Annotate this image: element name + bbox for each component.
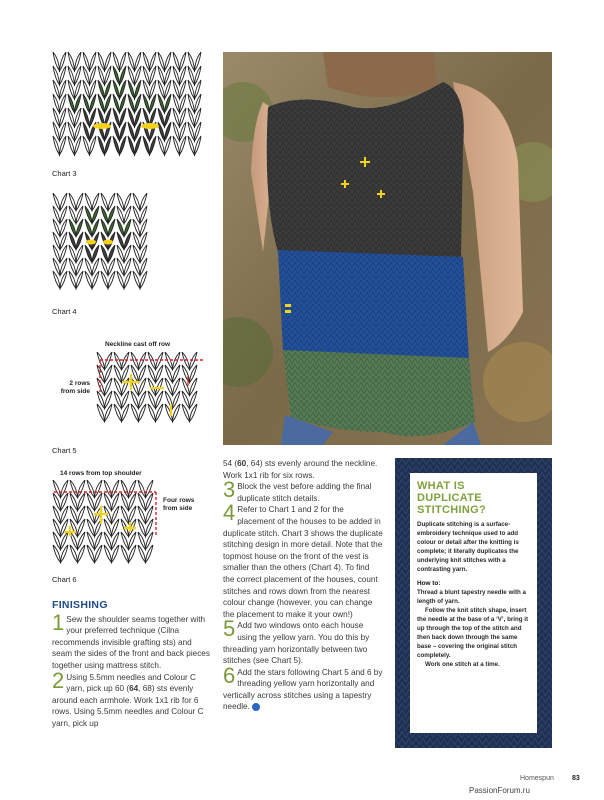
window-mark bbox=[103, 240, 113, 245]
step-2-bold-size: 64 bbox=[129, 684, 139, 694]
vest-photo-illustration bbox=[223, 52, 552, 445]
chart-6-label: Chart 6 bbox=[52, 575, 77, 584]
vest-photo bbox=[223, 52, 552, 445]
step-4 bbox=[223, 500, 383, 620]
chart-5 bbox=[96, 352, 206, 432]
chart-6-top-note: 14 rows from top shoulder bbox=[60, 470, 142, 477]
step-6 bbox=[223, 662, 383, 713]
sidebar-howto-title: How to: bbox=[417, 580, 441, 587]
window-mark bbox=[141, 123, 159, 129]
step-5-number: 5 bbox=[223, 616, 236, 642]
chart-5-top-note: Neckline cast off row bbox=[105, 341, 171, 348]
step-3-text: Block the vest before adding the final duplicate stitch details. bbox=[237, 482, 372, 503]
step-2-text-b: , 68) sts evenly around each armhole. Work 1x1 rib for 6 rows. Using 5.5mm needles and Colour C yarn, pick up bbox=[52, 684, 204, 728]
step-3-number: 3 bbox=[223, 477, 236, 503]
chart-6 bbox=[52, 480, 164, 568]
footer-magazine: Homespun bbox=[520, 775, 554, 782]
step-1 bbox=[52, 609, 212, 672]
sidebar-intro: Duplicate stitching is a surface-embroidery technique used to add colour or detail after the knitting is complete; it literally duplicates the underlying knit stitches with a contrasting yarn. bbox=[417, 521, 519, 573]
step-3 bbox=[223, 477, 383, 504]
step-2-number: 2 bbox=[52, 667, 65, 693]
sidebar-howto-1: Thread a blunt tapestry needle with a length of yarn. bbox=[417, 589, 526, 605]
finishing-column bbox=[52, 600, 212, 730]
step-6-text: Add the stars following Chart 5 and 6 by threading yellow yarn horizontally and vertically across stitches using a tapestry needle. bbox=[223, 667, 383, 712]
chart-6-grid bbox=[52, 480, 164, 568]
chart-3-label: Chart 3 bbox=[52, 169, 77, 178]
step-2-text-a: Using 5.5mm needles and Colour C yarn, pick up 60 ( bbox=[66, 672, 196, 694]
step-4-text: Refer to Chart 1 and 2 for the placement of the houses to be added in duplicate stitch. Chart 3 shows the duplicate stitching design in more detail. Note that the topmost house on the front of the vest is smaller than the others (Chart 4). To find the correct placement of the houses, count stitches and rows down from the nearest colour change (however, you can change the placement to make it your own!) bbox=[223, 505, 383, 619]
window-mark bbox=[86, 240, 96, 245]
step-1-text: Sew the shoulder seams together with your preferred technique (Cilna recommends invisible grafting sts) and seam the sides of the front and back pieces together using mattress stitch. bbox=[52, 614, 210, 670]
chart-5-label: Chart 5 bbox=[52, 446, 77, 455]
sidebar-content bbox=[410, 473, 537, 733]
step-2 bbox=[52, 667, 212, 730]
chart-3-grid bbox=[52, 52, 202, 164]
sidebar-title: WHAT IS DUPLICATE STITCHING? bbox=[417, 480, 486, 516]
step-4-number: 4 bbox=[223, 500, 236, 526]
chart-3 bbox=[52, 52, 202, 164]
sidebar-howto-2: Follow the knit stitch shape, insert the needle at the base of a ‘V’, bring it up through the top of the stitch and then back down through the same base – covering the original stitch completely. bbox=[417, 607, 529, 659]
cont-text-a: 54 ( bbox=[223, 459, 238, 468]
chart-4-grid bbox=[52, 193, 152, 291]
end-mark-icon bbox=[252, 703, 260, 711]
footer-page-number: 83 bbox=[572, 775, 580, 782]
chart-4 bbox=[52, 193, 152, 291]
step-6-number: 6 bbox=[223, 662, 236, 688]
step-5 bbox=[223, 616, 383, 666]
step-1-number: 1 bbox=[52, 609, 65, 635]
cont-bold-size: 60 bbox=[237, 459, 247, 468]
watermark: PassionForum.ru bbox=[469, 786, 530, 795]
chart-5-grid bbox=[96, 352, 206, 432]
sidebar-howto-3: Work one stitch at a time. bbox=[425, 661, 500, 668]
finishing-title: FINISHING bbox=[52, 599, 108, 611]
cont-text-b: , 64) sts evenly around the neckline. Work 1x1 rib for six rows. bbox=[223, 459, 378, 480]
chart-6-side-note: Four rows from side bbox=[163, 497, 195, 513]
duplicate-stitch-sidebar bbox=[395, 458, 552, 748]
step-2-continued bbox=[223, 458, 383, 481]
window-mark bbox=[93, 123, 111, 129]
chart-5-side-note: 2 rows from side bbox=[60, 380, 90, 396]
step-5-text: Add two windows onto each house using the yellow yarn. You do this by threading yarn horizontally between two stitches (see Chart 5). bbox=[223, 621, 370, 666]
chart-4-label: Chart 4 bbox=[52, 307, 77, 316]
instructions-column bbox=[223, 458, 383, 713]
